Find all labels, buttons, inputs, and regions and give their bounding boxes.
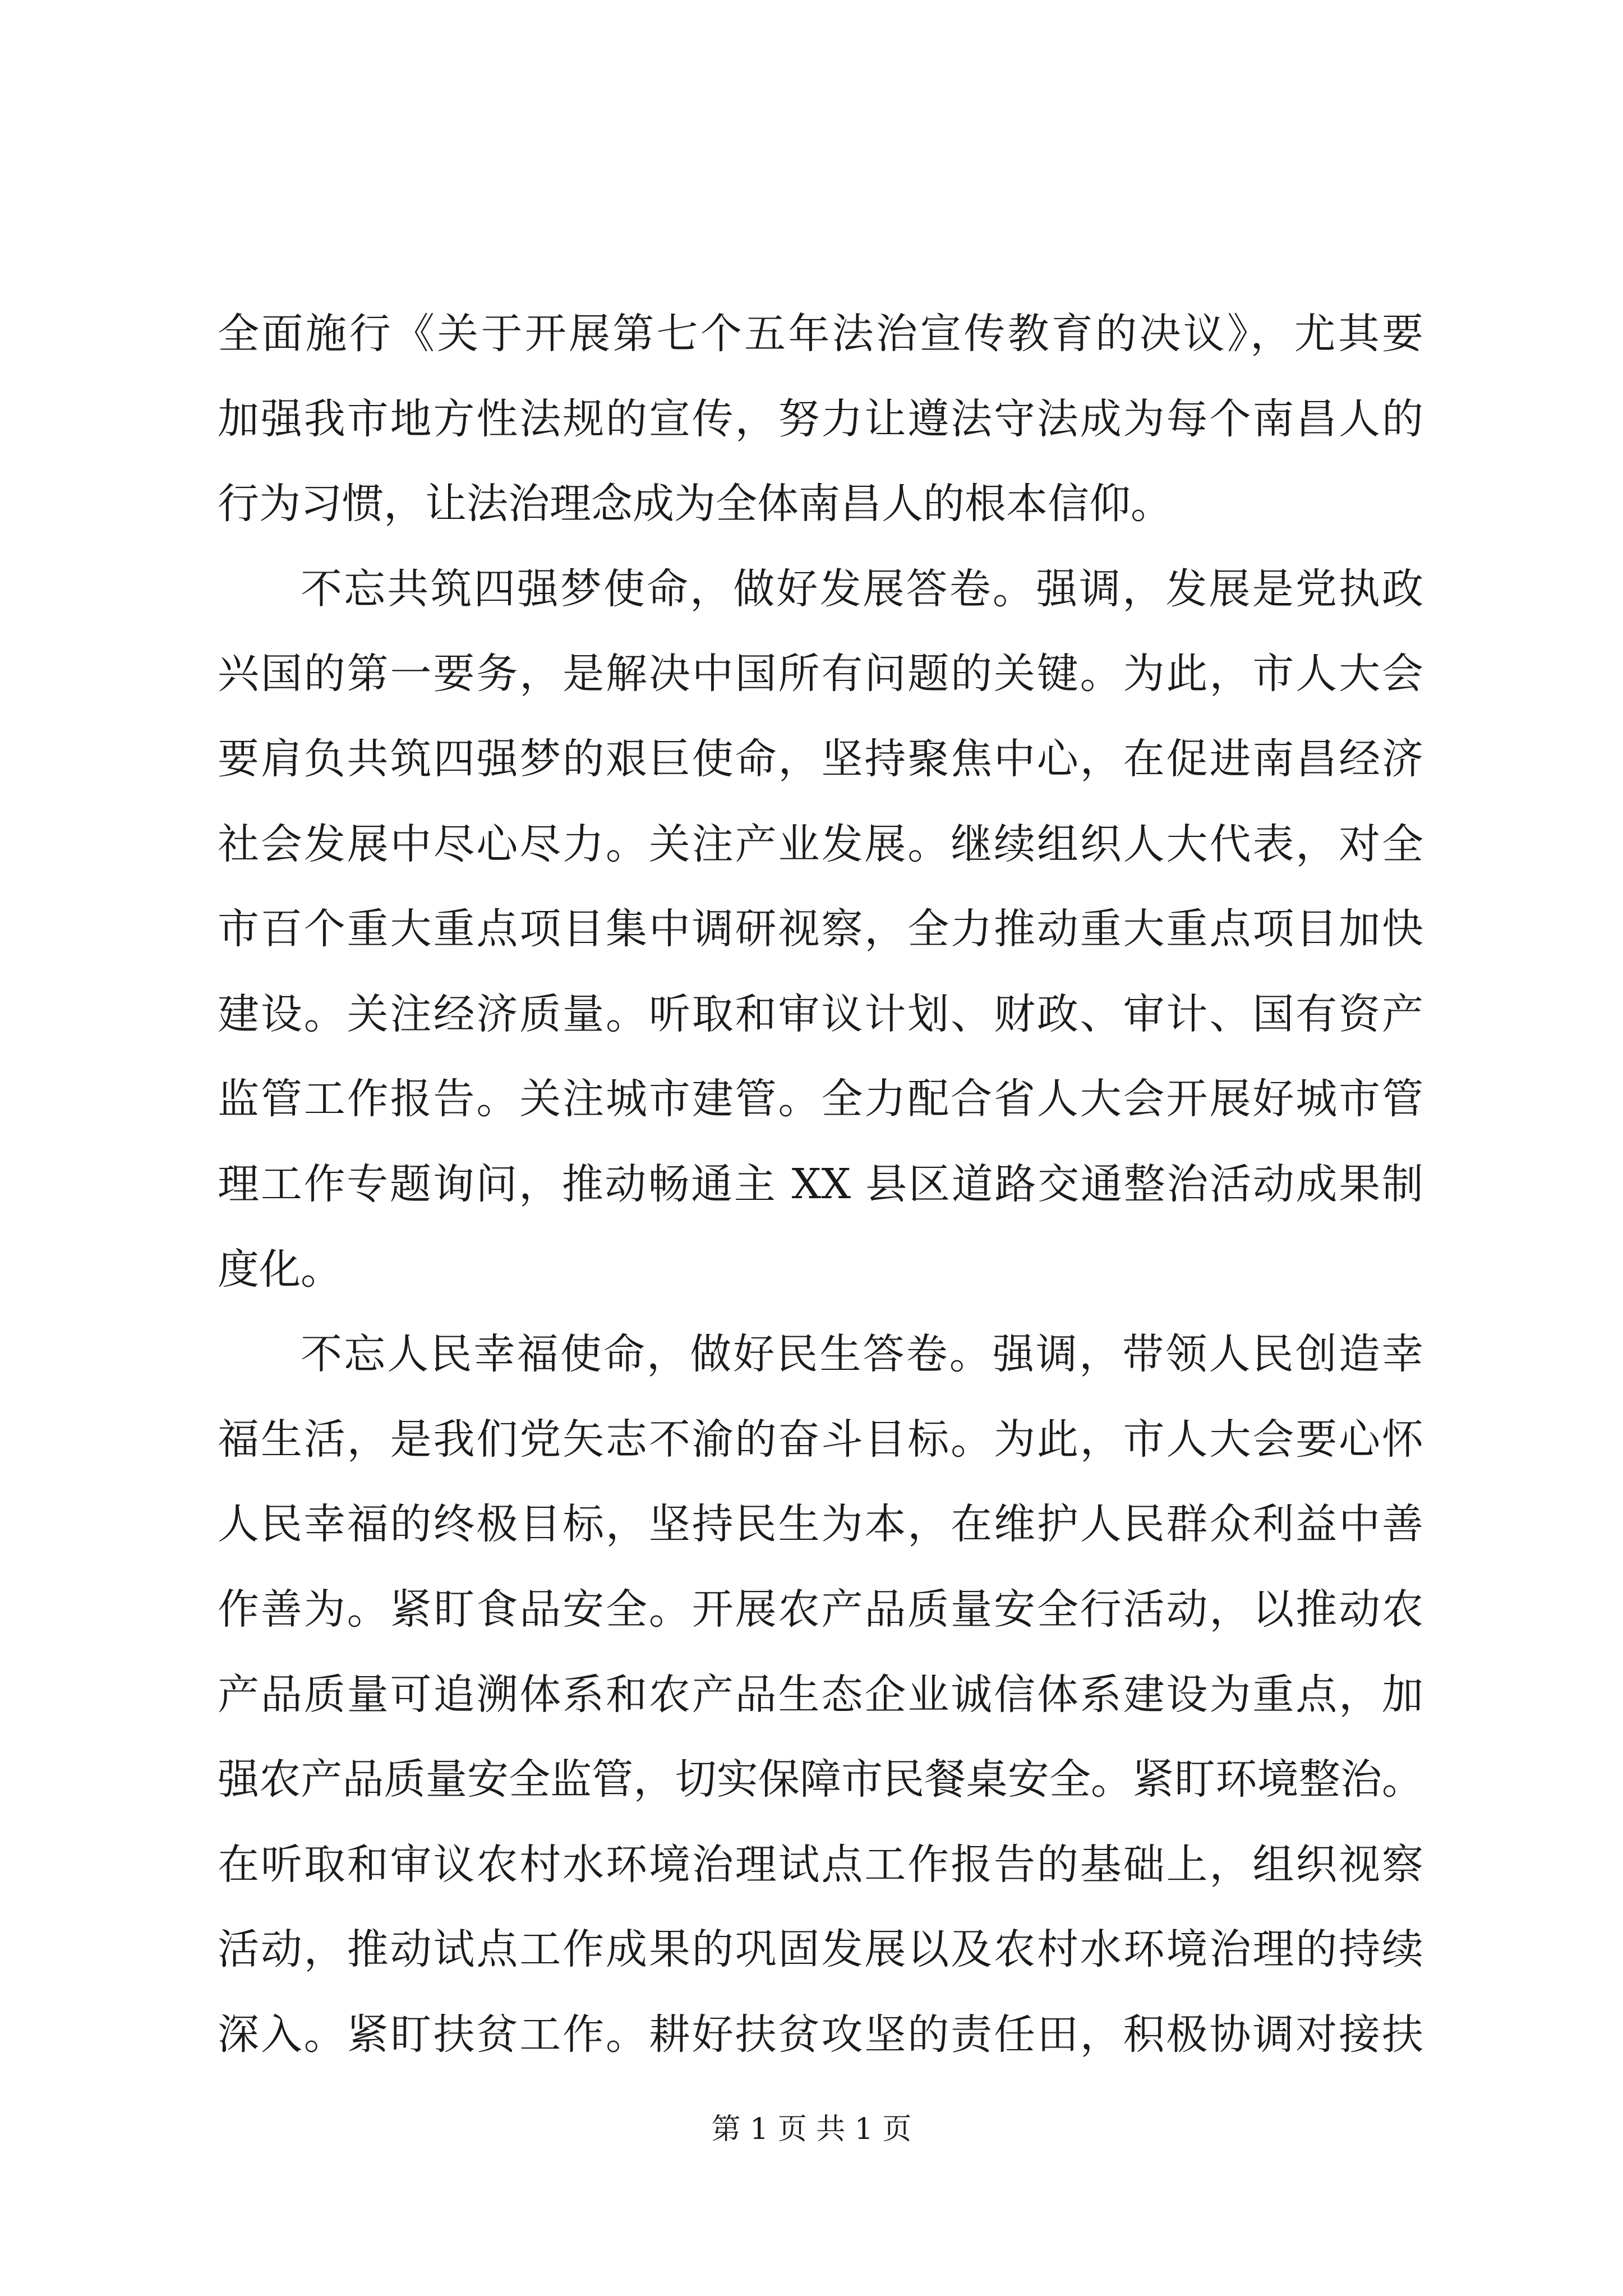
- text-line: 建设。关注经济质量。听取和审议计划、财政、审计、国有资产: [218, 990, 1423, 1038]
- text-line: 强农产品质量安全监管，切实保障市民餐桌安全。紧盯环境整治。: [218, 1755, 1423, 1804]
- text-line: 深入。紧盯扶贫工作。耕好扶贫攻坚的责任田，积极协调对接扶: [218, 2010, 1423, 2059]
- text-line: 在听取和审议农村水环境治理试点工作报告的基础上，组织视察: [218, 1840, 1423, 1889]
- text-line: 市百个重大重点项目集中调研视察，全力推动重大重点项目加快: [218, 905, 1423, 954]
- text-line: 全面施行《关于开展第七个五年法治宣传教育的决议》，尤其要: [218, 310, 1423, 358]
- text-line: 理工作专题询问，推动畅通主 XX 县区道路交通整治活动成果制: [218, 1159, 1423, 1208]
- text-line: 要肩负共筑四强梦的艰巨使命，坚持聚焦中心，在促进南昌经济: [218, 734, 1423, 783]
- document-body: [218, 292, 1423, 2077]
- text-line: 活动，推动试点工作成果的巩固发展以及农村水环境治理的持续: [218, 1925, 1423, 1974]
- page-number-footer: 第 1 页 共 1 页: [711, 2113, 912, 2146]
- paragraph-start-line: 不忘人民幸福使命，做好民生答卷。强调，带领人民创造幸: [301, 1330, 1423, 1379]
- text-line: 作善为。紧盯食品安全。开展农产品质量安全行活动，以推动农: [218, 1585, 1423, 1634]
- text-line: 社会发展中尽心尽力。关注产业发展。继续组织人大代表，对全: [218, 820, 1423, 868]
- text-line: 度化。: [218, 1245, 342, 1294]
- paragraph-start-line: 不忘共筑四强梦使命，做好发展答卷。强调，发展是党执政: [301, 564, 1423, 613]
- text-line: 监管工作报告。关注城市建管。全力配合省人大会开展好城市管: [218, 1075, 1423, 1124]
- text-line: 福生活，是我们党矢志不渝的奋斗目标。为此，市人大会要心怀: [218, 1415, 1423, 1464]
- text-line: 兴国的第一要务，是解决中国所有问题的关键。为此，市人大会: [218, 650, 1423, 698]
- text-line: 人民幸福的终极目标，坚持民生为本，在维护人民群众利益中善: [218, 1500, 1423, 1549]
- text-line: 加强我市地方性法规的宣传，努力让遵法守法成为每个南昌人的: [218, 394, 1423, 443]
- text-line: 行为习惯，让法治理念成为全体南昌人的根本信仰。: [218, 480, 1172, 528]
- text-line: 产品质量可追溯体系和农产品生态企业诚信体系建设为重点，加: [218, 1670, 1423, 1719]
